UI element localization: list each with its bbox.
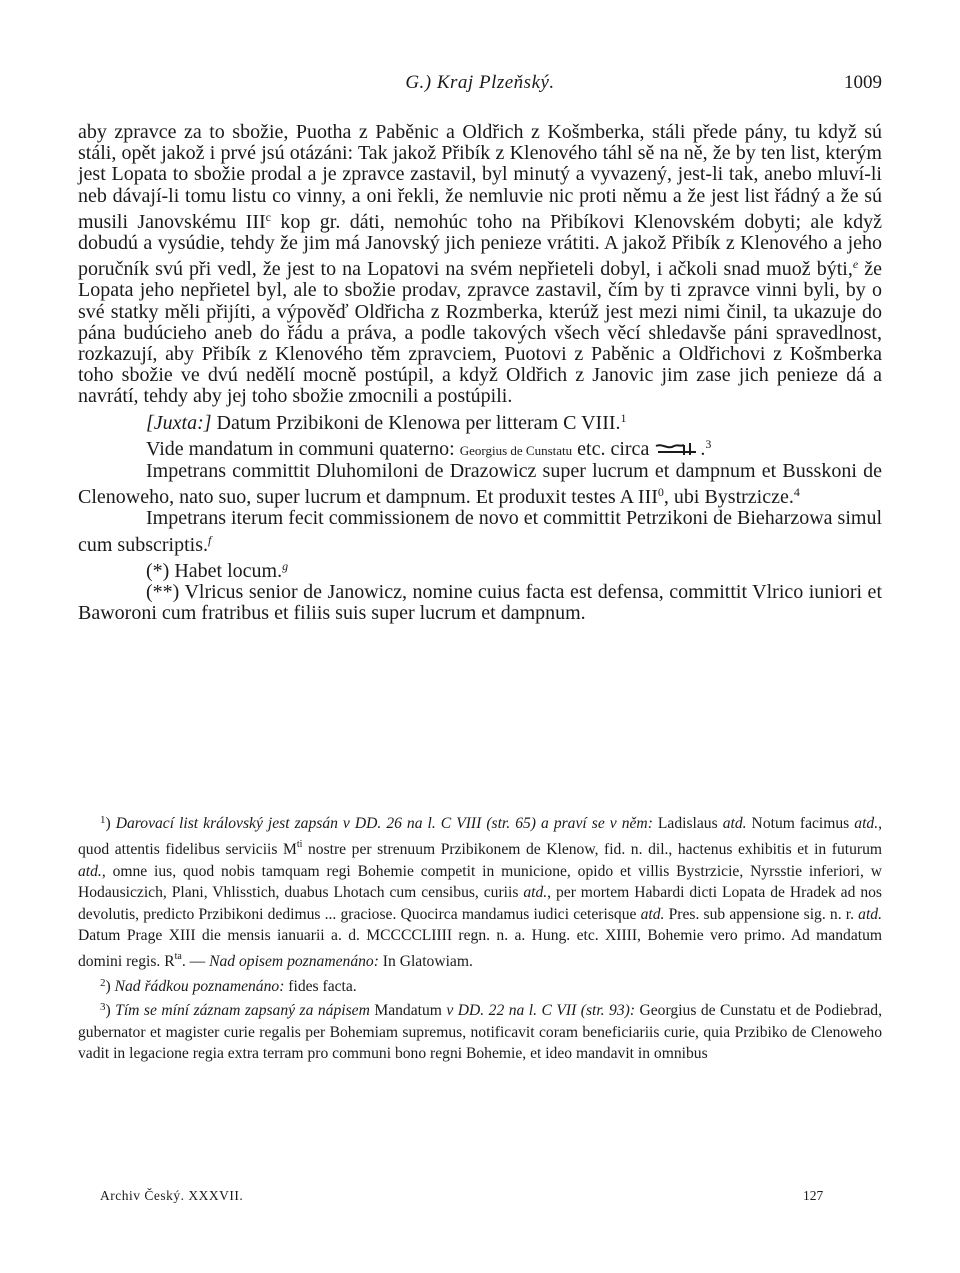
- archival-mark-icon: [654, 441, 700, 457]
- juxta-label: [Juxta:]: [146, 411, 212, 434]
- main-text: [78, 122, 882, 624]
- page-header: [78, 72, 882, 102]
- signature-line: Archiv Český. XXXVII.: [100, 1188, 244, 1203]
- paragraph-impetrans-1: Impetrans committit Dluhomiloni de Drazowicz super lucrum et dampnum et Busskoni de Clenoweho, nato suo, super lucrum et dampnum. Et produxit testes A III$^0$, ubi Bystrzicze.$^4$: [78, 460, 882, 509]
- signature-number: 127: [803, 1188, 824, 1203]
- paragraph-juxta: [Juxta:] Datum Przibikoni de Klenowa per litteram C VIII.$^1$: [146, 410, 627, 434]
- footnote-1: $^1$) Darovací list královský jest zapsán v DD. 26 na l. C VIII (str. 65) a praví se v něm: Ladislaus atd. Notum facimus atd., quod attentis fidelibus serviciis $M^{ti}$ nostre per strenuum Przibikonem de Klenow, fid. n. dil., hactenus exhibitis et in futurum atd., omne ius, quod nobis tamquam regi Bohemie competit in municione, opido et villis Bystrzicie, Nyrsstie inferiori, w Hodausiczich, Plani, Vhlisstich, duabus Lhotach cum censibus, curiis atd., per mortem Habardi dicti Lopata de Hradek ad nos devolutis, predicto Przibikoni dedimus ... graciose. Quocirca mandamus iudici ceterisque atd. Pres. sub appensione sig. n. r. atd. Datum Prage XIII die mensis ianuarii a. d. MCCCCLIIII regn. n. a. Hung. etc. XIIII, Bohemie vero primo. Ad mandatum domini regis. $R^{ta}$. — Nad opisem poznamenáno: In Glatowiam.: [78, 814, 883, 971]
- footnote-3: $^3$) Tím se míní záznam zapsaný za nápisem Mandatum v DD. 22 na l. C VII (str. 93): Georgius de Cunstatu et de Podiebrad, gubernator et magister curie regalis per Bohemiam supremus, notificavit coram beneficiariis curie, quia Przibiko de Clenoweho vadit in legacione regia extra terram pro communi bono regni Bohemie, et ideo mandavit in omnibus: [78, 1001, 883, 1063]
- running-title: G.) Kraj Plzeňský.: [405, 72, 555, 93]
- paragraph-vlricus: (**) Vlricus senior de Janowicz, nomine cuius facta est defensa, committit Vlrico iuniori et Baworoni cum fratribus et filiis suis super lucrum et dampnum.: [78, 581, 882, 625]
- paragraph-vide: Vide mandatum in communi quaterno: Georgius de Cunstatu etc. circa .$^3$: [146, 436, 712, 460]
- paragraph-habet: (*) Habet locum.$^g$: [146, 558, 289, 582]
- footnotes: [78, 810, 882, 1064]
- paragraph-impetrans-2: Impetrans iterum fecit commissionem de novo et committit Petrzikoni de Bieharzowa simul cum subscriptis.$^f$: [78, 507, 882, 556]
- page-number: 1009: [844, 72, 882, 93]
- footnote-2: $^2$) Nad řádkou poznamenáno: fides facta.: [100, 976, 357, 995]
- page-footer: [78, 1188, 882, 1208]
- paragraph-verdict: aby zpravce za to sbožie, Puotha z Paběnic a Oldřich z Košmberka, stáli přede pány, tu když sú stáli, opět jakož i prvé jsú otázáni: Tak jakož Přibík z Klenového táhl sě na ně, že by ten list, kterým jest Lopata to sbožie prodal a je zpravce zastavil, byl minutý a vyvazený, jest-li tak, anebo mluví-li neb dávají-li tomu listu co vinny, a oni řekli, že nemluvie nic proti němu a že jest list řádný a že sú musili Janovskému III$^c$ kop gr. dáti, nemohúc toho na Přibíkovi Klenovském dobyti; ale když dobudú a vysúdie, tehdy že jim má Janovský jich penieze vrátiti. A jakož Přibík z Klenového a jeho poručník svú při vedl, že jest to na Lopatovi na svém nepřieteli dobyl, i ačkoli snad muož býti,$^e$ že Lopata jeho nepřietel byl, ale to sbožie prodav, zpravce zastavil, čím by ti zpravce vinni byli, by o své statky měli přijíti, a výpověď Oldřicha z Rozmberka, kterúž jest mezi nimi činil, ta ukazuje do pána budúcieho aneb do řádu a práva, a podle takových všech věcí shledavše páni spravedlnost, rozkazují, aby Přibík z Klenového těm zpravciem, Puotovi z Paběnic a Oldřichovi z Košmberka toho sbožie ve dvú nedělí mocně postúpil, a když Oldřich z Janovic jim zase jich penieze dá a navrátí, tehdy aby jej toho sbožie zmocnili a postúpili.: [78, 121, 882, 408]
